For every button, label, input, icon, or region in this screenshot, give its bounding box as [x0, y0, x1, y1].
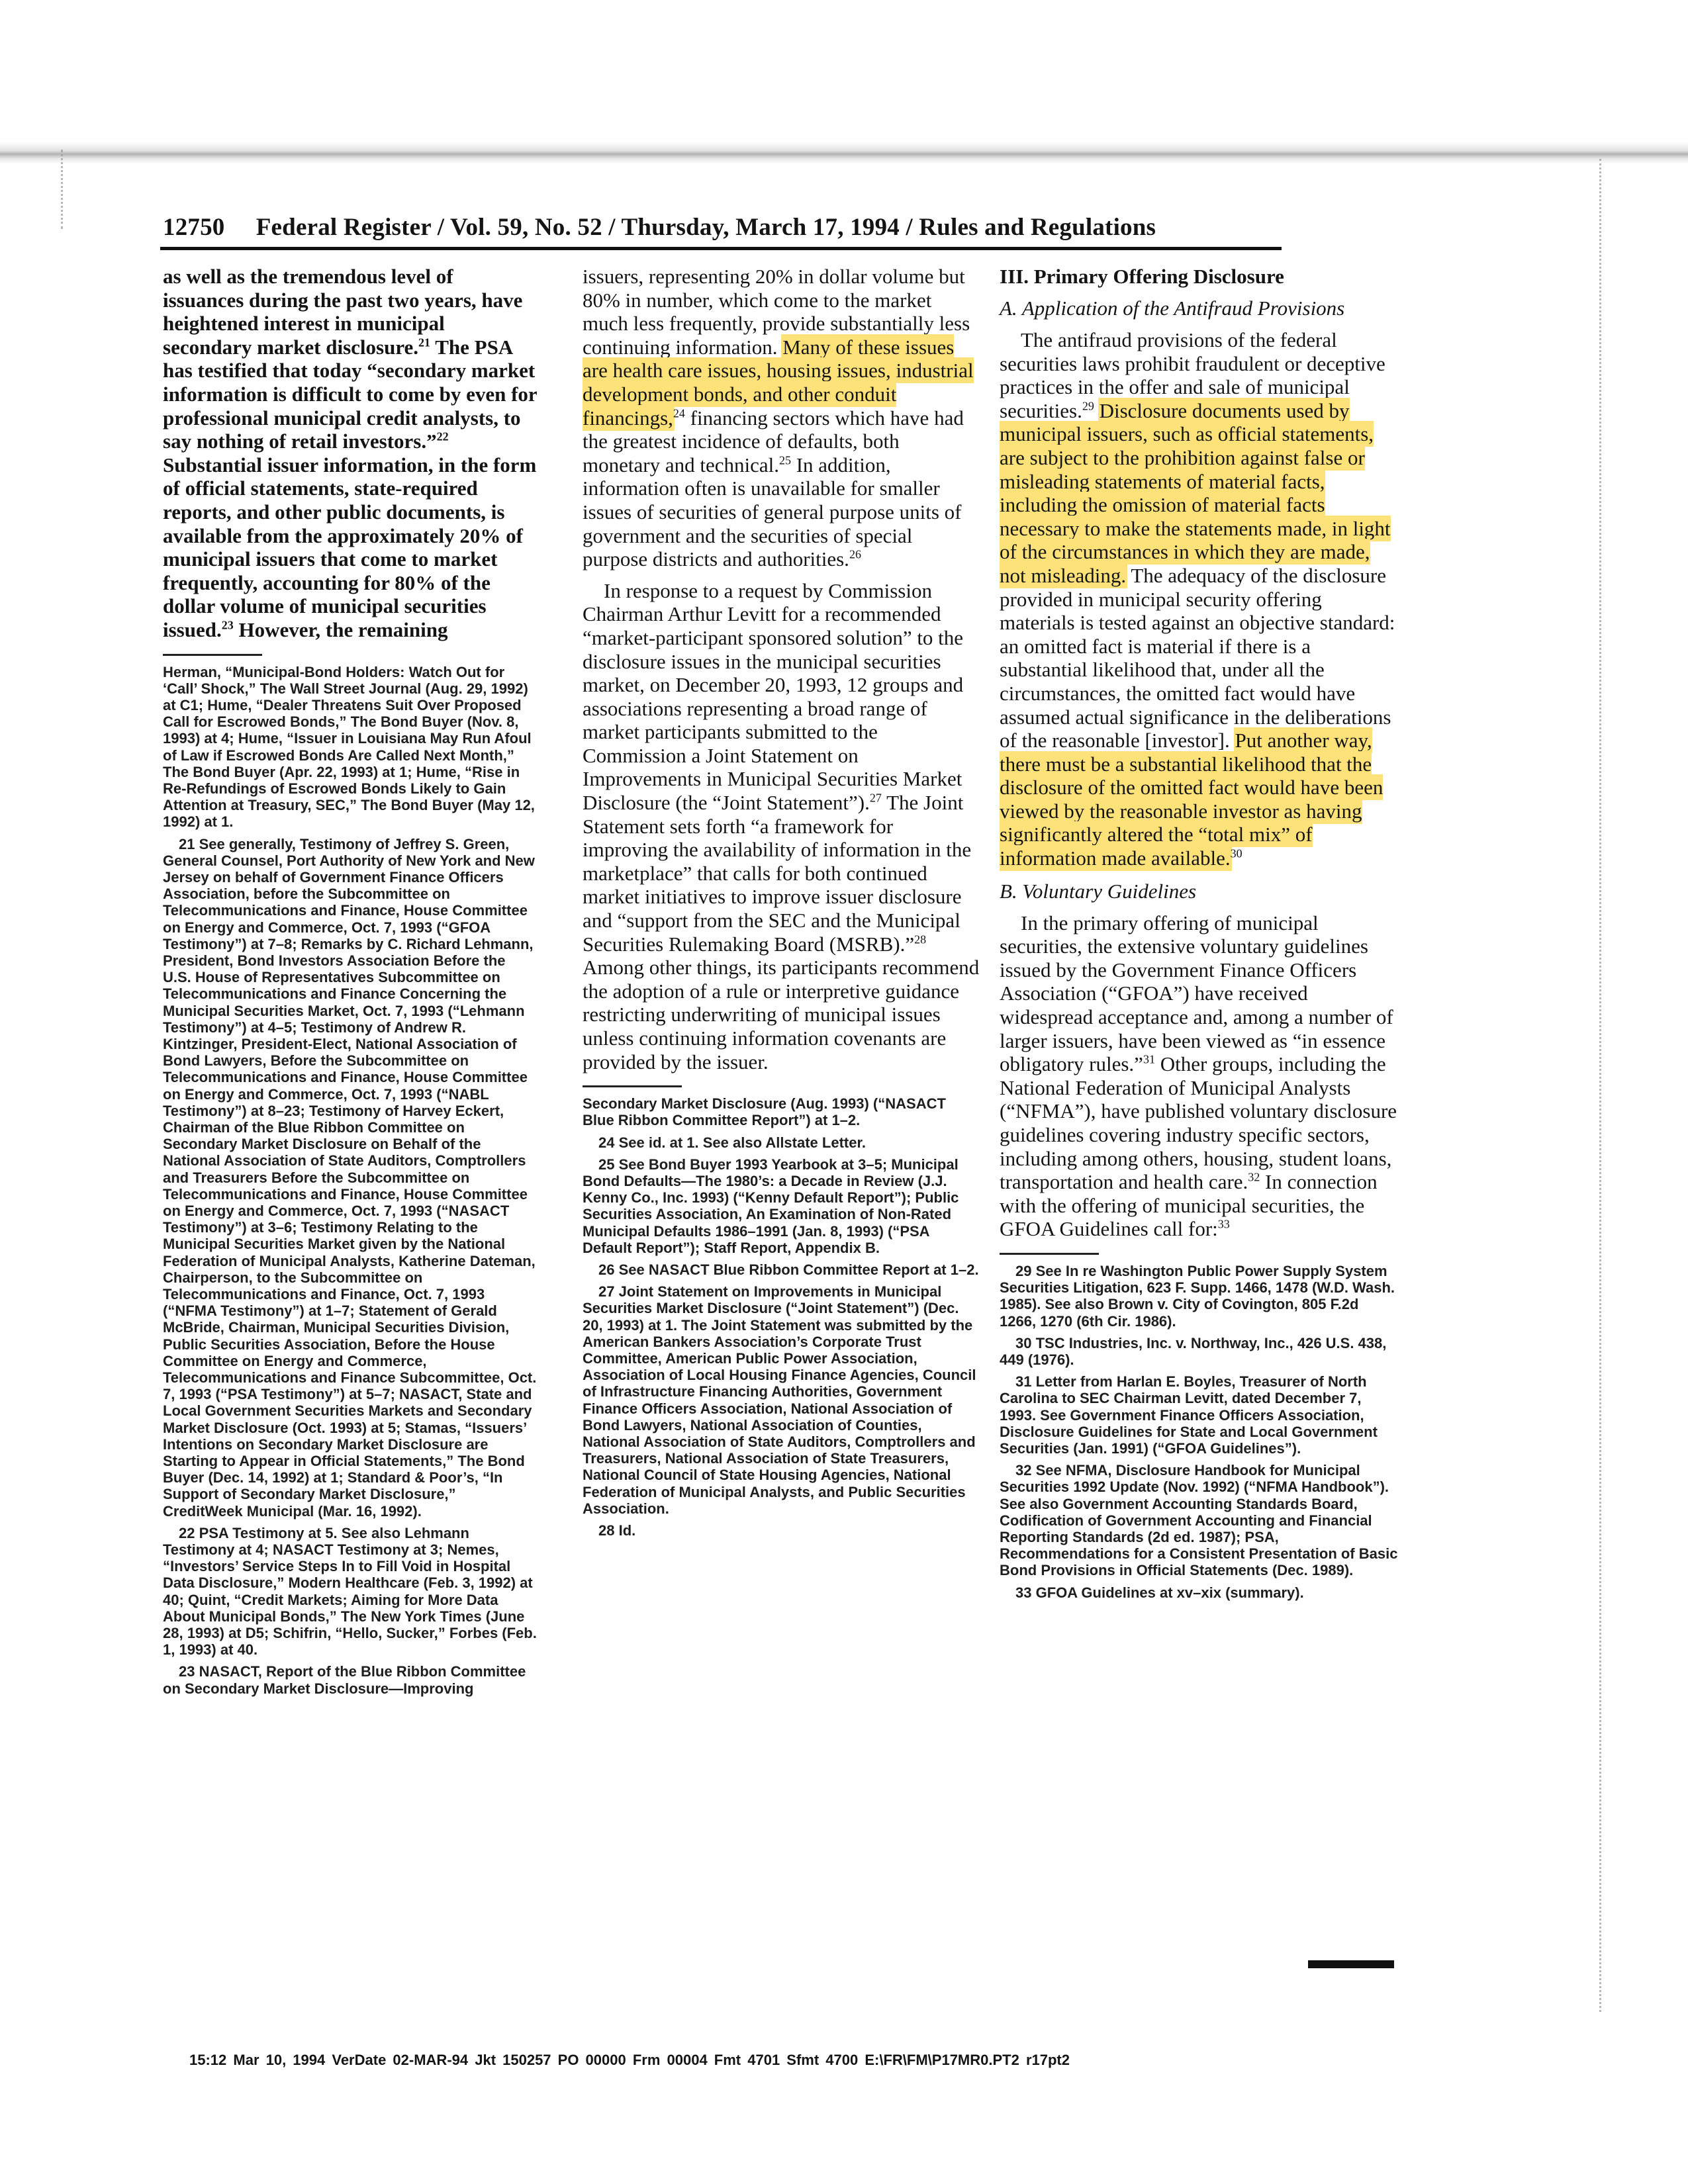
col2-paragraph-2	[583, 579, 981, 1073]
footnote-31: 31 Letter from Harlan E. Boyles, Treasurer of North Carolina to SEC Chairman Levitt, dated December 7, 1993. See Government Finance Officers Association, Disclosure Guidelines for State and Local Government Securities (Jan. 1991) (“GFOA Guidelines”).	[1000, 1373, 1378, 1457]
footnote-29: 29 See In re Washington Public Power Supply System Securities Litigation, 623 F. Supp. 1466, 1478 (W.D. Wash. 1985). See also Brown v. City of Covington, 805 F.2d 1266, 1270 (6th Cir. 1986).	[1000, 1262, 1395, 1330]
footnote-ref-27: 27	[869, 791, 882, 805]
col2-text-a: issuers, representing 20% in dollar volume but 80% in number, which come to the market much less frequently, provide substantially less continuing information.	[583, 265, 970, 359]
footnote-23: 23 NASACT, Report of the Blue Ribbon Committee on Secondary Market Disclosure—Improving	[163, 1663, 526, 1697]
footnote-27: 27 Joint Statement on Improvements in Municipal Securities Market Disclosure (“Joint Statement”) (Dec. 20, 1993) at 1. The Joint Statement was submitted by the American Bankers Association’s Corporate Trust Committee, American Public Power Association, Association of Local Housing Finance Agencies, Council of Infrastructure Financing Authorities, Government Finance Officers Association, National Association of Bond Lawyers, National Association of Counties, National Association of State Auditors, Comptrollers and Treasurers, National Association of State Treasurers, National Council of State Housing Agencies, National Federation of Municipal Analysts, and Public Securities Association.	[583, 1283, 976, 1517]
scan-artifact-right	[1599, 159, 1608, 2012]
highlighted-passage-conduit: Many of these issues are health care issues, housing issues, industrial development bonds, and other conduit financings,	[583, 335, 974, 430]
footnote-ref-23: 23	[221, 618, 234, 632]
col3-footnotes	[1000, 1263, 1398, 1601]
col2-text-b: financing sectors which have had the greatest incidence of defaults, both monetary and technical.	[583, 406, 964, 477]
footnote-24: 24 See id. at 1. See also Allstate Letter.	[598, 1134, 866, 1151]
footnote-rule	[163, 654, 262, 656]
col1-text-d: However, the remaining	[233, 617, 448, 641]
col3-text-c: In the primary offering of municipal securities, the extensive voluntary guidelines issued by the Government Finance Officers Association (“GFOA”) have received widespread acceptance and, among a number of larger issuers, have been viewed as “in essence obligatory rules.”	[1000, 911, 1393, 1076]
footer-bar	[1308, 1960, 1394, 1968]
footnote-30: 30 TSC Industries, Inc. v. Northway, Inc., 426 U.S. 438, 449 (1976).	[1000, 1334, 1387, 1368]
footnote-32: 32 See NFMA, Disclosure Handbook for Municipal Securities 1992 Update (Nov. 1992) (“NFMA Handbook”). See also Government Accounting Standards Board, Codification of Government Accounting and Financial Reporting Standards (2d ed. 1987); PSA, Recommendations for a Consistent Presentation of Basic Bond Provisions in Official Statements (Dec. 1989).	[1000, 1462, 1398, 1579]
col3-text-a: The antifraud provisions of the federal securities laws prohibit fraudulent or deceptive practices in the offer and sale of municipal securities.	[1000, 328, 1385, 422]
footnote-28: 28 Id.	[598, 1522, 636, 1539]
running-header	[163, 213, 1288, 246]
footnote-ref-30: 30	[1230, 846, 1243, 860]
footnote-rule	[583, 1085, 682, 1087]
page-number: 12750	[163, 214, 225, 241]
col2-footnotes	[583, 1095, 981, 1539]
section-heading: III. Primary Offering Disclosure	[1000, 265, 1284, 288]
header-title: Federal Register / Vol. 59, No. 52 / Thursday, March 17, 1994 / Rules and Regulations	[256, 214, 1156, 241]
scan-artifact-top	[0, 142, 1688, 164]
highlighted-passage-total-mix: Put another way, there must be a substantial likelihood that the disclosure of the omitted fact would have been viewed by the reasonable investor as having significantly altered the “total mix” of information made available.	[1000, 729, 1383, 870]
col3-paragraph-b	[1000, 911, 1398, 1241]
col3-text-b: The adequacy of the disclosure provided in municipal security offering materials is tested against an objective standard: an omitted fact is material if there is a substantial likelihood that, under all the circumstances, the omitted fact would have assumed actual significance in the deliberations of the reasonable [investor].	[1000, 563, 1395, 752]
footnote-ref-32: 32	[1248, 1170, 1260, 1184]
col2-body	[583, 265, 981, 1073]
col3-paragraph-a	[1000, 328, 1398, 870]
footnote-ref-22: 22	[436, 430, 449, 443]
header-rule	[160, 247, 1282, 250]
footnote-26: 26 See NASACT Blue Ribbon Committee Report at 1–2.	[598, 1261, 979, 1279]
column-1	[163, 265, 538, 1702]
subsection-heading-a: A. Application of the Antifraud Provisions	[1000, 296, 1345, 320]
footnote-25: 25 See Bond Buyer 1993 Yearbook at 3–5; Municipal Bond Defaults—The 1980’s: a Decade in Review (J.J. Kenny Co., Inc. 1993) (“Kenny Default Report”); Public Securities Association, An Examination of Non-Rated Municipal Defaults 1986–1991 (Jan. 8, 1993) (“PSA Default Report”); Staff Report, Appendix B.	[583, 1156, 959, 1256]
col2-text-d: In response to a request by Commission Chairman Arthur Levitt for a recommended “market-participant sponsored solution” to the disclosure issues in the municipal securities market, on December 20, 1993, 12 groups and associations representing a broad range of market participants submitted to the Commission a Joint Statement on Improvements in Municipal Securities Market Disclosure (the “Joint Statement”).	[583, 578, 964, 815]
col3-text-d: Other groups, including the National Federation of Municipal Analysts (“NFMA”), have published voluntary disclosure guidelines covering industry specific sectors, including among others, housing, student loans, transportation and health care.	[1000, 1052, 1397, 1194]
highlighted-passage-disclosure: Disclosure documents used by municipal issuers, such as official statements, are subject to the prohibition against false or misleading statements of material facts, including the omission of material facts necessary to make the statements made, in light of the circumstances in which they are made, not misleading.	[1000, 398, 1391, 587]
footnote-ref-31: 31	[1143, 1052, 1155, 1066]
col1-body	[163, 265, 538, 642]
col3-text-e: In connection with the offering of municipal securities, the GFOA Guidelines call for:	[1000, 1170, 1378, 1241]
col3-body	[1000, 265, 1398, 1241]
col2-text-c: In addition, information often is unavailable for smaller issues of securities of general purpose units of government and the securities of special purpose districts and authorities.	[583, 453, 962, 571]
footnote-21: 21 See generally, Testimony of Jeffrey S. Green, General Counsel, Port Authority of New York and New Jersey on behalf of Government Finance Officers Association, before the Subcommittee on Telecommunications and Finance, House Committee on Energy and Commerce, Oct. 7, 1993 (“GFOA Testimony”) at 7–8; Remarks by C. Richard Lehmann, President, Bond Investors Association Before the U.S. House of Representatives Subcommittee on Telecommunications and Finance Concerning the Municipal Securities Market, Oct. 7, 1993 (“Lehmann Testimony”) at 4–5; Testimony of Andrew R. Kintzinger, President-Elect, National Association of Bond Lawyers, Before the Subcommittee on Telecommunications and Finance, House Committee on Energy and Commerce, Oct. 7, 1993 (“NABL Testimony”) at 8–23; Testimony of Harvey Eckert, Chairman of the Blue Ribbon Committee on Secondary Market Disclosure on Behalf of the National Association of State Auditors, Comptrollers and Treasurers Before the Subcommittee on Telecommunications and Finance, House Committee on Energy and Commerce, Oct. 7, 1993 (“NASACT Testimony”) at 3–6; Testimony Relating to the Municipal Securities Market given by the National Federation of Municipal Analysts, Katherine Dateman, Chairperson, to the Subcommittee on Telecommunications and Finance, Oct. 7, 1993 (“NFMA Testimony”) at 1–7; Statement of Gerald McBride, Chairman, Municipal Securities Division, Public Securities Association, Before the House Committee on Energy and Commerce, Telecommunications and Finance Subcommittee, Oct. 7, 1993 (“PSA Testimony”) at 5–7; NASACT, State and Local Government Securities Markets and Secondary Market Disclosure (Oct. 1993) at 5; Stamas, “Issuers’ Intentions on Secondary Market Disclosure are Starting to Appear in Official Statements,” The Bond Buyer (Dec. 14, 1992) at 1; Standard & Poor’s, “In Support of Secondary Market Disclosure,” CreditWeek Municipal (Mar. 16, 1992).	[163, 835, 537, 1520]
column-3	[1000, 265, 1398, 1606]
footnote-23-continued: Secondary Market Disclosure (Aug. 1993) (“NASACT Blue Ribbon Committee Report”) at 1–2.	[583, 1095, 946, 1129]
col2-text-e: The Joint Statement sets forth “a framework for improving the availability of information in the marketplace” that calls for both continued market initiatives to improve issuer disclosure and “support from the SEC and the Municipal Securities Rulemaking Board (MSRB).”	[583, 791, 972, 956]
footer-slug: 15:12 Mar 10, 1994 VerDate 02-MAR-94 Jkt 150257 PO 00000 Frm 00004 Fmt 4701 Sfmt 4700 E:\FR\FM\P17MR0.PT2 r17pt2	[189, 2052, 1070, 2068]
footnote-ref-25: 25	[778, 453, 791, 467]
column-2	[583, 265, 981, 1544]
footnote-ref-26: 26	[849, 547, 861, 561]
col2-paragraph-1	[583, 265, 981, 571]
footnote-ref-24: 24	[673, 406, 685, 420]
footnote-ref-21: 21	[418, 336, 431, 349]
col1-text-b: The PSA has testified that today “secondary market information is difficult to come by even for professional municipal credit analysts, to say nothing of retail investors.”	[163, 335, 538, 453]
footnote-continued: Herman, “Municipal-Bond Holders: Watch Out for ‘Call’ Shock,” The Wall Street Journal (Aug. 29, 1992) at C1; Hume, “Dealer Threatens Suit Over Proposed Call for Escrowed Bonds,” The Bond Buyer (Nov. 8, 1993) at 4; Hume, “Issuer in Louisiana May Run Afoul of Law if Escrowed Bonds Are Called Next Month,” The Bond Buyer (Apr. 22, 1993) at 1; Hume, “Rise in Re-Refundings of Escrowed Bonds Likely to Gain Attention at Treasury, SEC,” The Bond Buyer (May 12, 1992) at 1.	[163, 663, 535, 831]
col1-text-c: Substantial issuer information, in the form of official statements, state-required reports, and other public documents, is available from the approximately 20% of municipal issuers that come to market frequently, accounting for 80% of the dollar volume of municipal securities issued.	[163, 453, 537, 641]
col1-paragraph	[163, 265, 538, 642]
footnote-22: 22 PSA Testimony at 5. See also Lehmann Testimony at 4; NASACT Testimony at 3; Nemes, “Investors’ Service Steps In to Fill Void in Hospital Data Disclosure,” Modern Healthcare (Feb. 3, 1992) at 40; Quint, “Credit Markets; Aiming for More Data About Municipal Bonds,” The New York Times (June 28, 1993) at D5; Schifrin, “Hello, Sucker,” Forbes (Feb. 1, 1993) at 40.	[163, 1524, 537, 1659]
footnote-ref-28: 28	[914, 933, 927, 946]
footnote-33: 33 GFOA Guidelines at xv–xix (summary).	[1015, 1584, 1304, 1601]
subsection-heading-b: B. Voluntary Guidelines	[1000, 879, 1197, 903]
col1-footnotes	[163, 664, 538, 1697]
footnote-rule	[1000, 1253, 1099, 1255]
footnote-ref-33: 33	[1217, 1218, 1230, 1232]
col1-text-a: as well as the tremendous level of issuances during the past two years, have heightened interest in municipal secondary market disclosure.	[163, 265, 523, 359]
footnote-ref-29: 29	[1082, 399, 1094, 413]
col2-text-f: Among other things, its participants recommend the adoption of a rule or interpretive guidance restricting underwriting of municipal issues unless continuing information covenants are provided by the issuer.	[583, 956, 980, 1073]
scan-artifact-left	[61, 150, 71, 229]
